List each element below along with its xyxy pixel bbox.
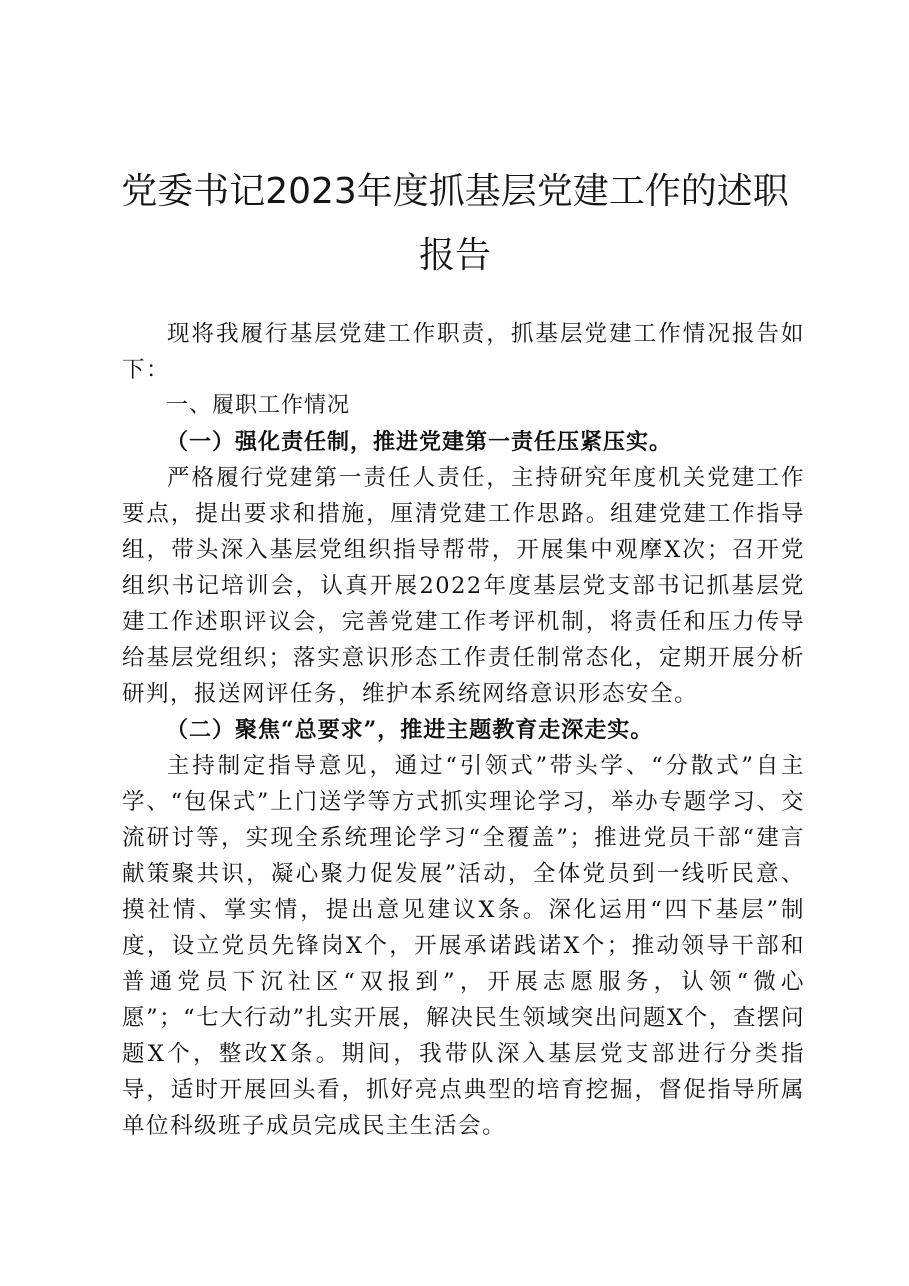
- intro-paragraph: 现将我履行基层党建工作职责，抓基层党建工作情况报告如下：: [122, 321, 805, 383]
- document-body: [122, 316, 805, 1144]
- subsection-paragraph-2: 主持制定指导意见，通过“引领式”带头学、“分散式”自主学、“包保式”上门送学等方式抓实理论学习，举办专题学习、交流研讨等，实现全系统理论学习“全覆盖”；推进党员干部“建言献策聚共识，凝心聚力促发展”活动，全体党员到一线听民意、摸社情、掌实情，提出意见建议X条。深化运用“四下基层”制度，设立党员先锋岗X个，开展承诺践诺X个；推动领导干部和普通党员下沉社区“双报到”，开展志愿服务，认领“微心愿”；“七大行动”扎实开展，解决民生领域突出问题X个，查摆问题X个，整改X条。期间，我带队深入基层党支部进行分类指导，适时开展回头看，抓好亮点典型的培育挖掘，督促指导所属单位科级班子成员完成民主生活会。: [122, 753, 805, 1139]
- subsection-heading-2: （二）聚焦“总要求”，推进主题教育走深走实。: [166, 717, 654, 743]
- subsection-heading-1: （一）强化责任制，推进党建第一责任压紧压实。: [166, 429, 673, 455]
- section-heading: 一、履职工作情况: [166, 393, 351, 418]
- subsection-paragraph-1: 严格履行党建第一责任人责任，主持研究年度机关党建工作要点，提出要求和措施，厘清党建工作思路。组建党建工作指导组，带头深入基层党组织指导帮带，开展集中观摩X次；召开党组织书记培训会，认真开展2022年度基层党支部书记抓基层党建工作述职评议会，完善党建工作考评机制，将责任和压力传导给基层党组织；落实意识形态工作责任制常态化，定期开展分析研判，报送网评任务，维护本系统网络意识形态安全。: [122, 465, 805, 707]
- document-title: 党委书记2023年度抓基层党建工作的述职报告: [121, 171, 789, 276]
